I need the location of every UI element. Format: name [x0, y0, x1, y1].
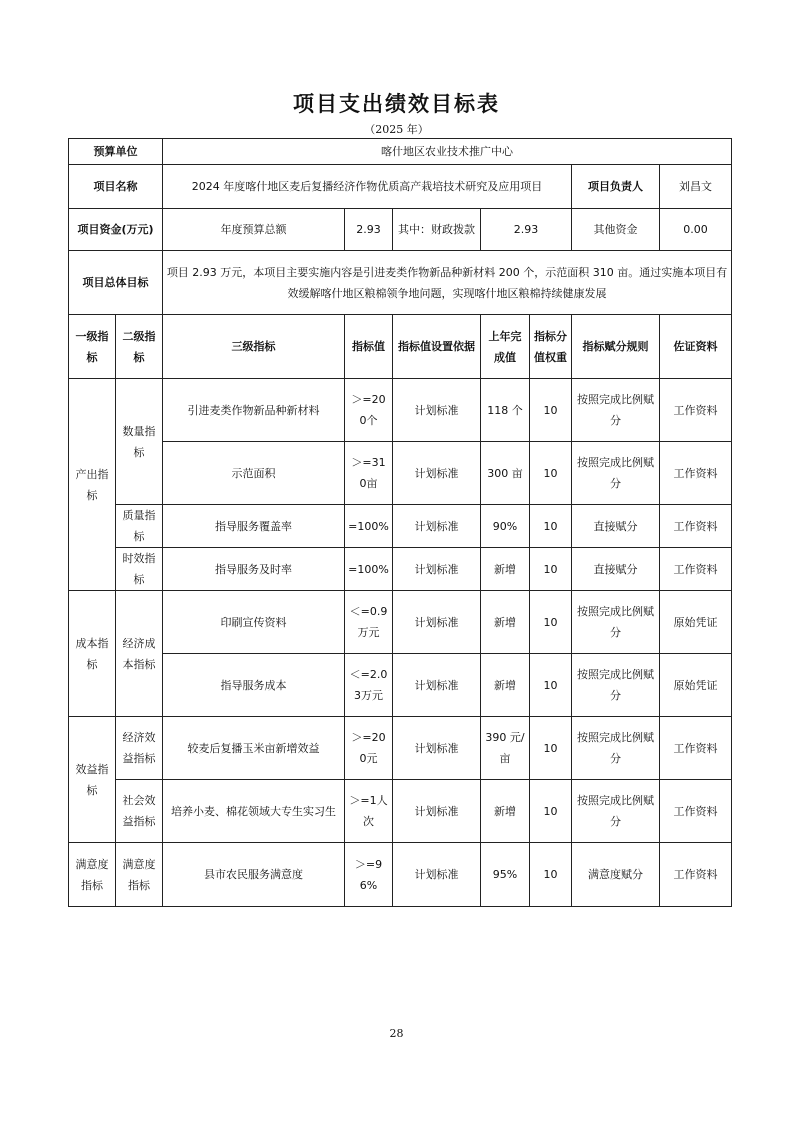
- weight-value: 10: [530, 548, 572, 591]
- goal-row: [69, 251, 732, 315]
- weight-value: 10: [530, 717, 572, 780]
- indicator-basis: 计划标准: [393, 717, 481, 780]
- group-benefit: 效益指标: [69, 717, 116, 843]
- subgroup-quality: 质量指标: [116, 505, 163, 548]
- evidence-value: 工作资料: [660, 843, 732, 907]
- indicator-value: ＞=96%: [345, 843, 393, 907]
- indicator-name: 印刷宣传资料: [163, 591, 345, 654]
- goal-text: 项目 2.93 万元，本项目主要实施内容是引进麦类作物新品种新材料 200 个，示范面积 310 亩。通过实施本项目有效缓解喀什地区粮棉领争地问题，实现喀什地区粮棉持续健康发展: [163, 251, 732, 315]
- indicator-value: ＞=200元: [345, 717, 393, 780]
- fiscal-value: 2.93: [481, 209, 572, 251]
- scoring-rule: 按照完成比例赋分: [572, 379, 660, 442]
- header-row: [69, 315, 732, 379]
- weight-value: 10: [530, 843, 572, 907]
- evidence-value: 工作资料: [660, 780, 732, 843]
- scoring-rule: 按照完成比例赋分: [572, 717, 660, 780]
- weight-value: 10: [530, 379, 572, 442]
- indicator-name: 示范面积: [163, 442, 345, 505]
- subgroup-timeliness: 时效指标: [116, 548, 163, 591]
- header-last-year: 上年完成值: [481, 315, 530, 379]
- subgroup-economic-benefit: 经济效益指标: [116, 717, 163, 780]
- indicator-value: ＞=1人次: [345, 780, 393, 843]
- subgroup-quantity: 数量指标: [116, 379, 163, 505]
- table-row: [69, 591, 732, 654]
- indicator-name: 培养小麦、棉花领域大专生实习生: [163, 780, 345, 843]
- weight-value: 10: [530, 442, 572, 505]
- group-cost: 成本指标: [69, 591, 116, 717]
- last-year-value: 95%: [481, 843, 530, 907]
- subgroup-economic-cost: 经济成本指标: [116, 591, 163, 717]
- performance-table: [68, 138, 732, 907]
- indicator-basis: 计划标准: [393, 548, 481, 591]
- project-owner-label: 项目负责人: [572, 165, 660, 209]
- other-funds-value: 0.00: [660, 209, 732, 251]
- unit-label: 预算单位: [69, 139, 163, 165]
- weight-value: 10: [530, 505, 572, 548]
- evidence-value: 工作资料: [660, 505, 732, 548]
- annual-budget-label: 年度预算总额: [163, 209, 345, 251]
- evidence-value: 工作资料: [660, 379, 732, 442]
- indicator-basis: 计划标准: [393, 505, 481, 548]
- header-level1: 一级指标: [69, 315, 116, 379]
- project-row: [69, 165, 732, 209]
- indicator-value: ＞=310亩: [345, 442, 393, 505]
- scoring-rule: 按照完成比例赋分: [572, 442, 660, 505]
- goal-label: 项目总体目标: [69, 251, 163, 315]
- funds-label: 项目资金(万元): [69, 209, 163, 251]
- indicator-value: ＜=2.03万元: [345, 654, 393, 717]
- weight-value: 10: [530, 591, 572, 654]
- indicator-basis: 计划标准: [393, 442, 481, 505]
- indicator-name: 引进麦类作物新品种新材料: [163, 379, 345, 442]
- table-row: [69, 717, 732, 780]
- last-year-value: 新增: [481, 591, 530, 654]
- last-year-value: 300 亩: [481, 442, 530, 505]
- weight-value: 10: [530, 654, 572, 717]
- table-row: [69, 843, 732, 907]
- indicator-value: ＞=200个: [345, 379, 393, 442]
- indicator-name: 指导服务覆盖率: [163, 505, 345, 548]
- header-level2: 二级指标: [116, 315, 163, 379]
- last-year-value: 90%: [481, 505, 530, 548]
- subgroup-social-benefit: 社会效益指标: [116, 780, 163, 843]
- evidence-value: 工作资料: [660, 717, 732, 780]
- indicator-value: =100%: [345, 505, 393, 548]
- table-row: [69, 442, 732, 505]
- last-year-value: 新增: [481, 654, 530, 717]
- subgroup-satisfaction: 满意度指标: [116, 843, 163, 907]
- indicator-basis: 计划标准: [393, 654, 481, 717]
- funds-row: [69, 209, 732, 251]
- last-year-value: 新增: [481, 548, 530, 591]
- table-row: [69, 379, 732, 442]
- year-label: （2025 年）: [364, 123, 429, 136]
- scoring-rule: 按照完成比例赋分: [572, 780, 660, 843]
- page-number: 28: [389, 1027, 404, 1040]
- unit-row: [69, 139, 732, 165]
- table-row: [69, 780, 732, 843]
- header-level3: 三级指标: [163, 315, 345, 379]
- group-output: 产出指标: [69, 379, 116, 591]
- indicator-name: 县市农民服务满意度: [163, 843, 345, 907]
- weight-value: 10: [530, 780, 572, 843]
- header-basis: 指标值设置依据: [393, 315, 481, 379]
- scoring-rule: 直接赋分: [572, 548, 660, 591]
- page-title: 项目支出绩效目标表: [293, 92, 500, 116]
- indicator-basis: 计划标准: [393, 780, 481, 843]
- header-value: 指标值: [345, 315, 393, 379]
- annual-budget-value: 2.93: [345, 209, 393, 251]
- evidence-value: 工作资料: [660, 548, 732, 591]
- header-evidence: 佐证资料: [660, 315, 732, 379]
- table-row: [69, 654, 732, 717]
- indicator-basis: 计划标准: [393, 843, 481, 907]
- last-year-value: 新增: [481, 780, 530, 843]
- last-year-value: 390 元/亩: [481, 717, 530, 780]
- fiscal-label: 其中：财政拨款: [393, 209, 481, 251]
- table-row: [69, 505, 732, 548]
- scoring-rule: 按照完成比例赋分: [572, 654, 660, 717]
- indicator-name: 较麦后复播玉米亩新增效益: [163, 717, 345, 780]
- last-year-value: 118 个: [481, 379, 530, 442]
- table-row: [69, 548, 732, 591]
- indicator-value: ＜=0.9万元: [345, 591, 393, 654]
- scoring-rule: 满意度赋分: [572, 843, 660, 907]
- evidence-value: 原始凭证: [660, 591, 732, 654]
- other-funds-label: 其他资金: [572, 209, 660, 251]
- project-name-label: 项目名称: [69, 165, 163, 209]
- indicator-basis: 计划标准: [393, 379, 481, 442]
- indicator-name: 指导服务成本: [163, 654, 345, 717]
- evidence-value: 工作资料: [660, 442, 732, 505]
- indicator-name: 指导服务及时率: [163, 548, 345, 591]
- evidence-value: 原始凭证: [660, 654, 732, 717]
- unit-value: 喀什地区农业技术推广中心: [163, 139, 732, 165]
- scoring-rule: 按照完成比例赋分: [572, 591, 660, 654]
- indicator-basis: 计划标准: [393, 591, 481, 654]
- header-weight: 指标分值权重: [530, 315, 572, 379]
- group-satisfaction: 满意度指标: [69, 843, 116, 907]
- indicator-value: =100%: [345, 548, 393, 591]
- project-owner-value: 刘昌文: [660, 165, 732, 209]
- scoring-rule: 直接赋分: [572, 505, 660, 548]
- header-rule: 指标赋分规则: [572, 315, 660, 379]
- project-name-value: 2024 年度喀什地区麦后复播经济作物优质高产栽培技术研究及应用项目: [163, 165, 572, 209]
